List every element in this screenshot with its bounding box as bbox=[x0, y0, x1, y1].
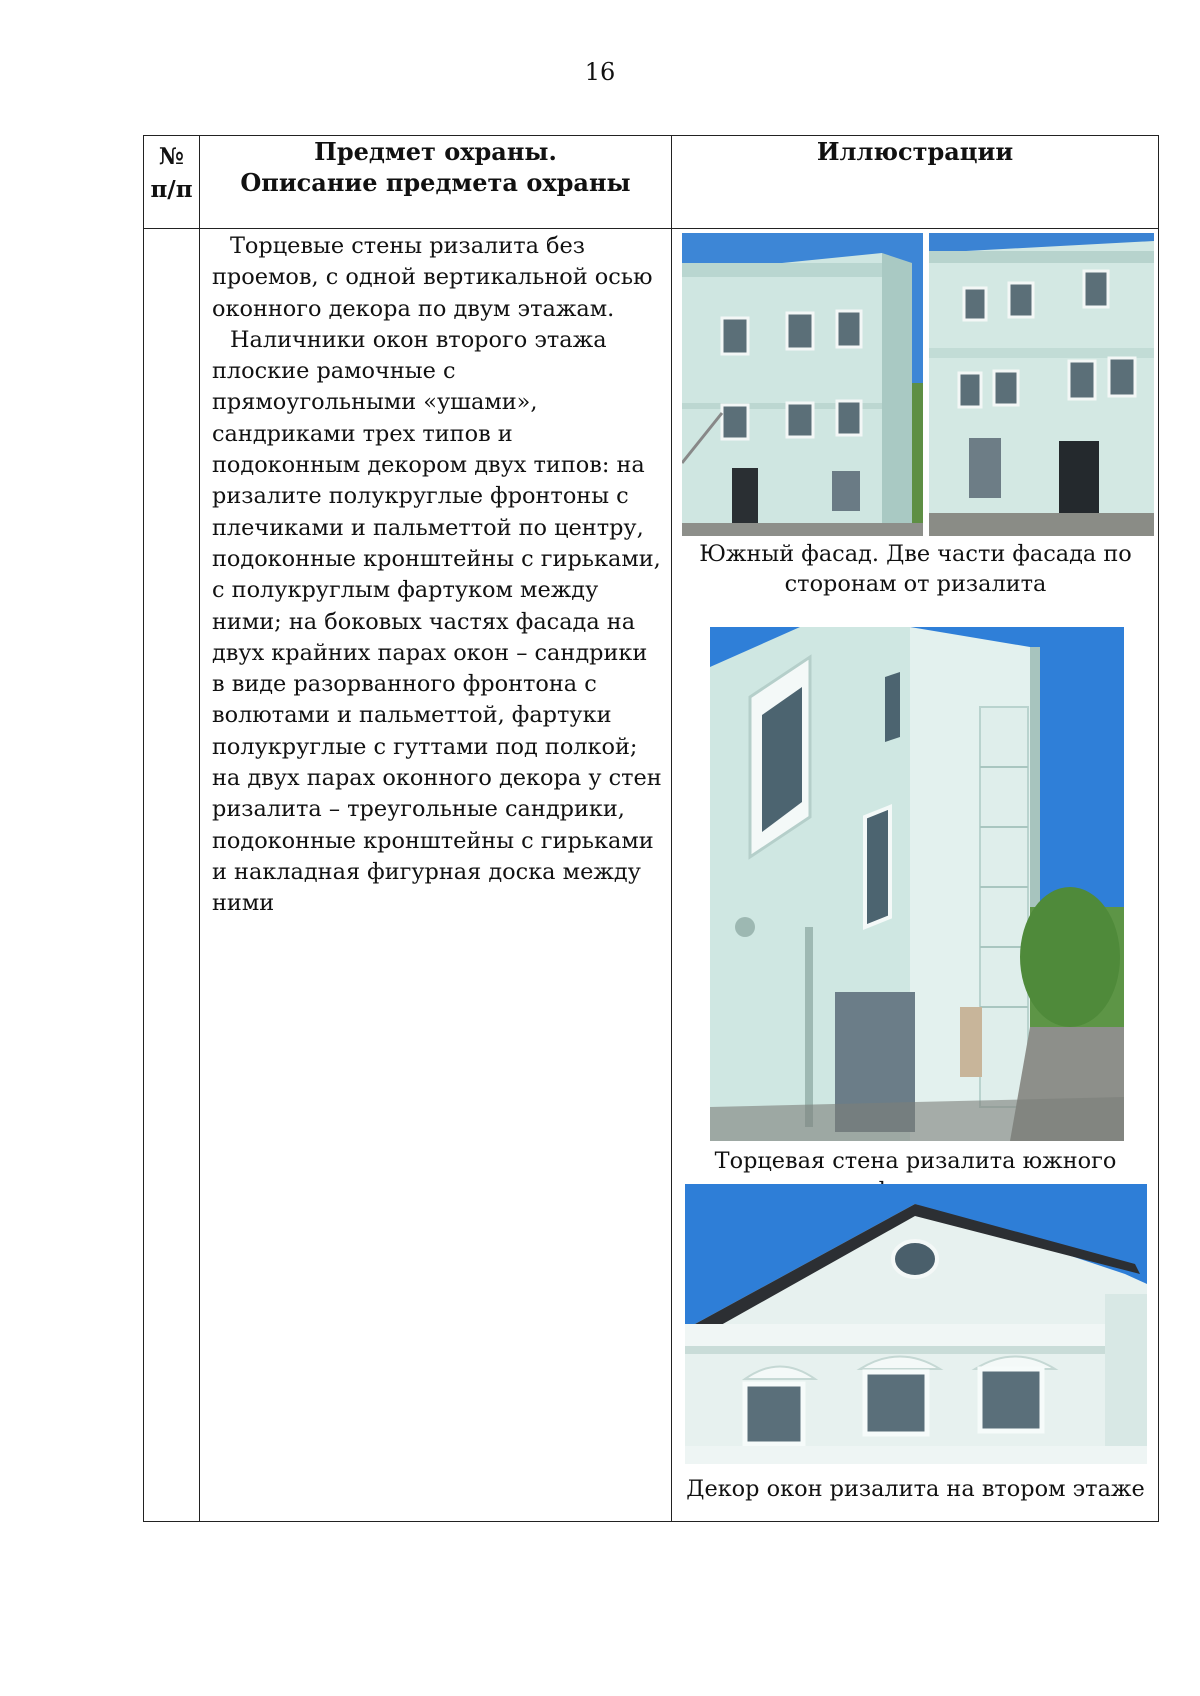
risalit-end-wall-photo bbox=[710, 627, 1124, 1141]
table-header-row bbox=[144, 136, 1159, 229]
caption-risalit-end-wall: Торцевая стена ризалита южного bbox=[714, 1148, 1117, 1174]
header-number-abbr: п/п bbox=[150, 176, 193, 204]
risalit-window-decor-photo bbox=[685, 1184, 1147, 1464]
page-number: 16 bbox=[584, 58, 616, 86]
row-number-cell bbox=[144, 229, 200, 1522]
description-paragraph-2: Наличники окон второго этажа плоские рамочные с прямоугольными «ушами», сандриками трех типов и подоконным декором двух типов: на ризалите полукруглые фронтоны с плечиками и пальметтой по центру, подоконные кронштейны с гирьками, с полукруглым фартуком между ними; на боковых частях фасада на двух крайних парах окон – сандрики в виде разорванного фронтона с волютами и пальметтой, фартуки полукруглые с гуттами под полкой; на двух парах оконного декора у стен ризалита – треугольные сандрики, подоконные кронштейны с гирьками и накладная фигурная доска между ними bbox=[212, 326, 662, 917]
caption-south-facade: Южный фасад. Две части фасада по сторонам от ризалита bbox=[699, 541, 1132, 597]
table-row bbox=[144, 229, 1159, 1522]
protection-subject-table bbox=[143, 135, 1159, 1522]
header-subject bbox=[200, 136, 672, 229]
header-subject-description: Описание предмета охраны bbox=[240, 168, 631, 198]
row-illustrations-cell bbox=[672, 229, 1159, 1522]
header-number bbox=[144, 136, 200, 229]
south-facade-left-photo bbox=[682, 233, 923, 536]
header-illustrations: Иллюстрации bbox=[672, 136, 1159, 229]
header-subject-title: Предмет охраны. bbox=[314, 137, 557, 166]
description-paragraph-1: Торцевые стены ризалита без проемов, с одной вертикальной осью оконного декора по двум этажам. bbox=[212, 233, 653, 322]
south-facade-right-photo bbox=[929, 233, 1154, 536]
row-description-cell bbox=[200, 229, 672, 1522]
header-number-symbol: № bbox=[159, 143, 184, 170]
caption-risalit-window-decor: Декор окон ризалита на втором этаже bbox=[686, 1476, 1145, 1502]
